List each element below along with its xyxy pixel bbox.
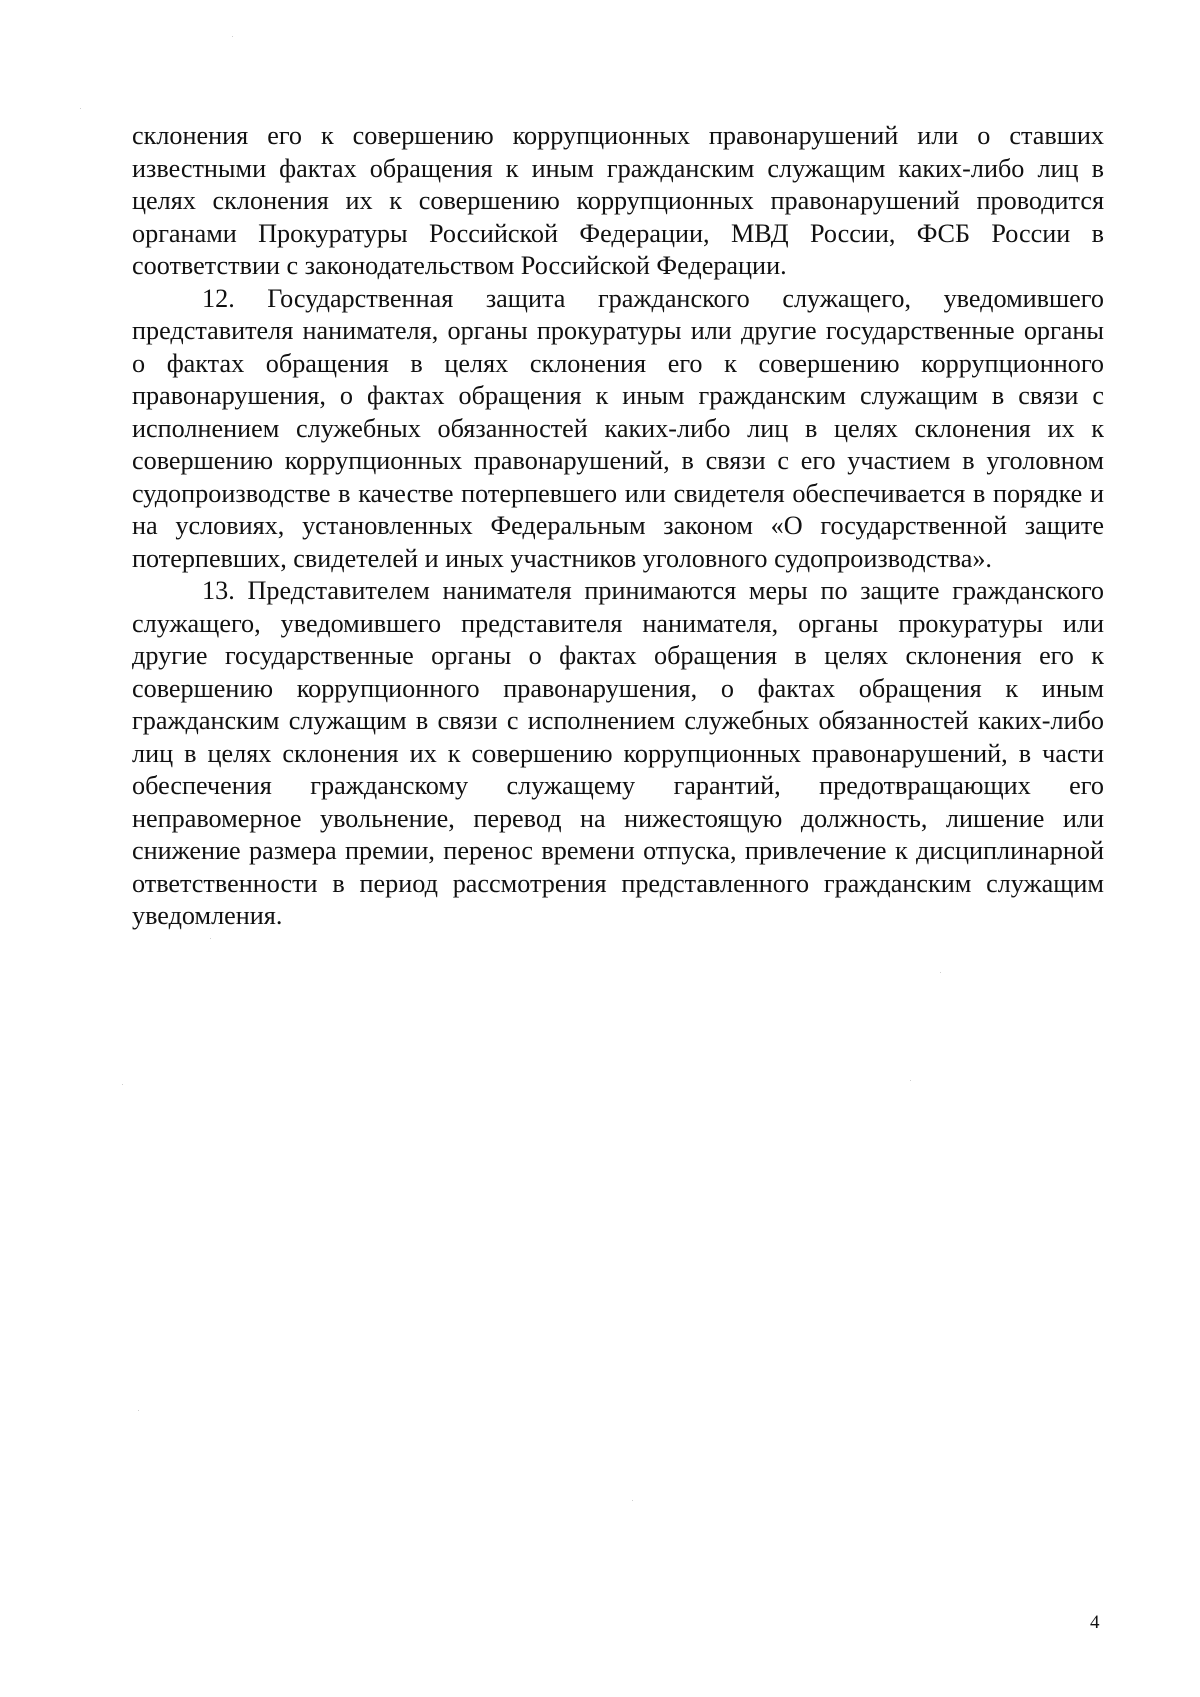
scan-speck: [910, 1080, 911, 1081]
scan-speck: [210, 938, 211, 939]
scan-speck: [122, 1084, 123, 1085]
scan-speck: [940, 972, 941, 973]
scan-speck: [80, 108, 81, 109]
scan-speck: [632, 1500, 633, 1501]
paragraph-13-employer-measures: 13. Представителем нанимателя принимаются меры по защите гражданского служащего, уведомившего представителя нанимателя, органы прокуратуры или другие государственные органы о фактах обращения в целях склонения его к совершению коррупционного правонарушения, о фактах обращения к иным гражданским служащим в связи с исполнением служебных обязанностей каких-либо лиц в целях склонения их к совершению коррупционных правонарушений, в части обеспечения гражданскому служащему гарантий, предотвращающих его неправомерное увольнение, перевод на нижестоящую должность, лишение или снижение размера премии, перенос времени отпуска, привлечение к дисциплинарной ответственности в период рассмотрения представленного гражданским служащим уведомления.: [132, 576, 1104, 930]
scan-speck: [232, 36, 233, 37]
paragraph-continuation: склонения его к совершению коррупционных правонарушений или о ставших известными фактах обращения к иным гражданским служащим каких-либо лиц в целях склонения их к совершению коррупционных правонарушений проводится органами Прокуратуры Российской Федерации, МВД России, ФСБ России в соответствии с законодательством Российской Федерации.: [132, 121, 1104, 280]
paragraph-12-state-protection: 12. Государственная защита гражданского служащего, уведомившего представителя нанимателя, органы прокуратуры или другие государственные органы о фактах обращения в целях склонения его к совершению коррупционного правонарушения, о фактах обращения к иным гражданским служащим в связи с исполнением служебных обязанностей каких-либо лиц в целях склонения их к совершению коррупционных правонарушений, в связи с его участием в уголовном судопроизводстве в качестве потерпевшего или свидетеля обеспечивается в порядке и на условиях, установленных Федеральным законом «О государственной защите потерпевших, свидетелей и иных участников уголовного судопроизводства».: [132, 283, 1104, 573]
page-number: 4: [1090, 1612, 1100, 1633]
scan-speck: [138, 1410, 139, 1411]
document-body: [132, 120, 1104, 933]
